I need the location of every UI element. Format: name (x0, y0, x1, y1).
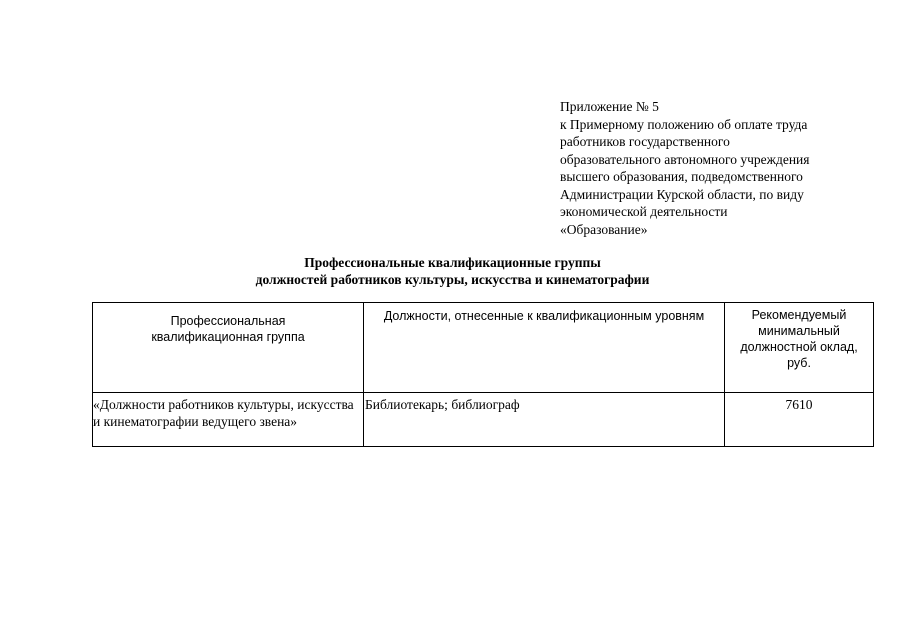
cell-group: «Должности работников культуры, искусства и кинематографии ведущего звена» (93, 393, 364, 447)
annex-header (560, 98, 880, 238)
table-row (93, 393, 874, 447)
header-group: Профессиональная квалификационная группа (93, 303, 364, 393)
cell-salary: 7610 (725, 393, 874, 447)
annex-line: образовательного автономного учреждения (560, 151, 810, 167)
title-line-1: Профессиональные квалификационные группы (304, 255, 601, 270)
document-title (0, 255, 905, 288)
annex-line: «Образование» (560, 221, 648, 237)
header-salary: Рекомендуемый минимальный должностной оклад, руб. (725, 303, 874, 393)
annex-line: к Примерному положению об оплате труда (560, 116, 808, 132)
annex-line: Приложение № 5 (560, 99, 659, 114)
cell-positions: Библиотекарь; библиограф (364, 393, 725, 447)
table-header-row (93, 303, 874, 393)
header-positions: Должности, отнесенные к квалификационным уровням (364, 303, 725, 393)
annex-line: работников государственного (560, 134, 730, 149)
title-line-2: должностей работников культуры, искусства и кинематографии (255, 271, 650, 287)
annex-line: высшего образования, подведомственного (560, 169, 803, 184)
qualification-table (92, 302, 874, 447)
annex-line: экономической деятельности (560, 204, 728, 219)
annex-line: Администрации Курской области, по виду (560, 186, 804, 202)
